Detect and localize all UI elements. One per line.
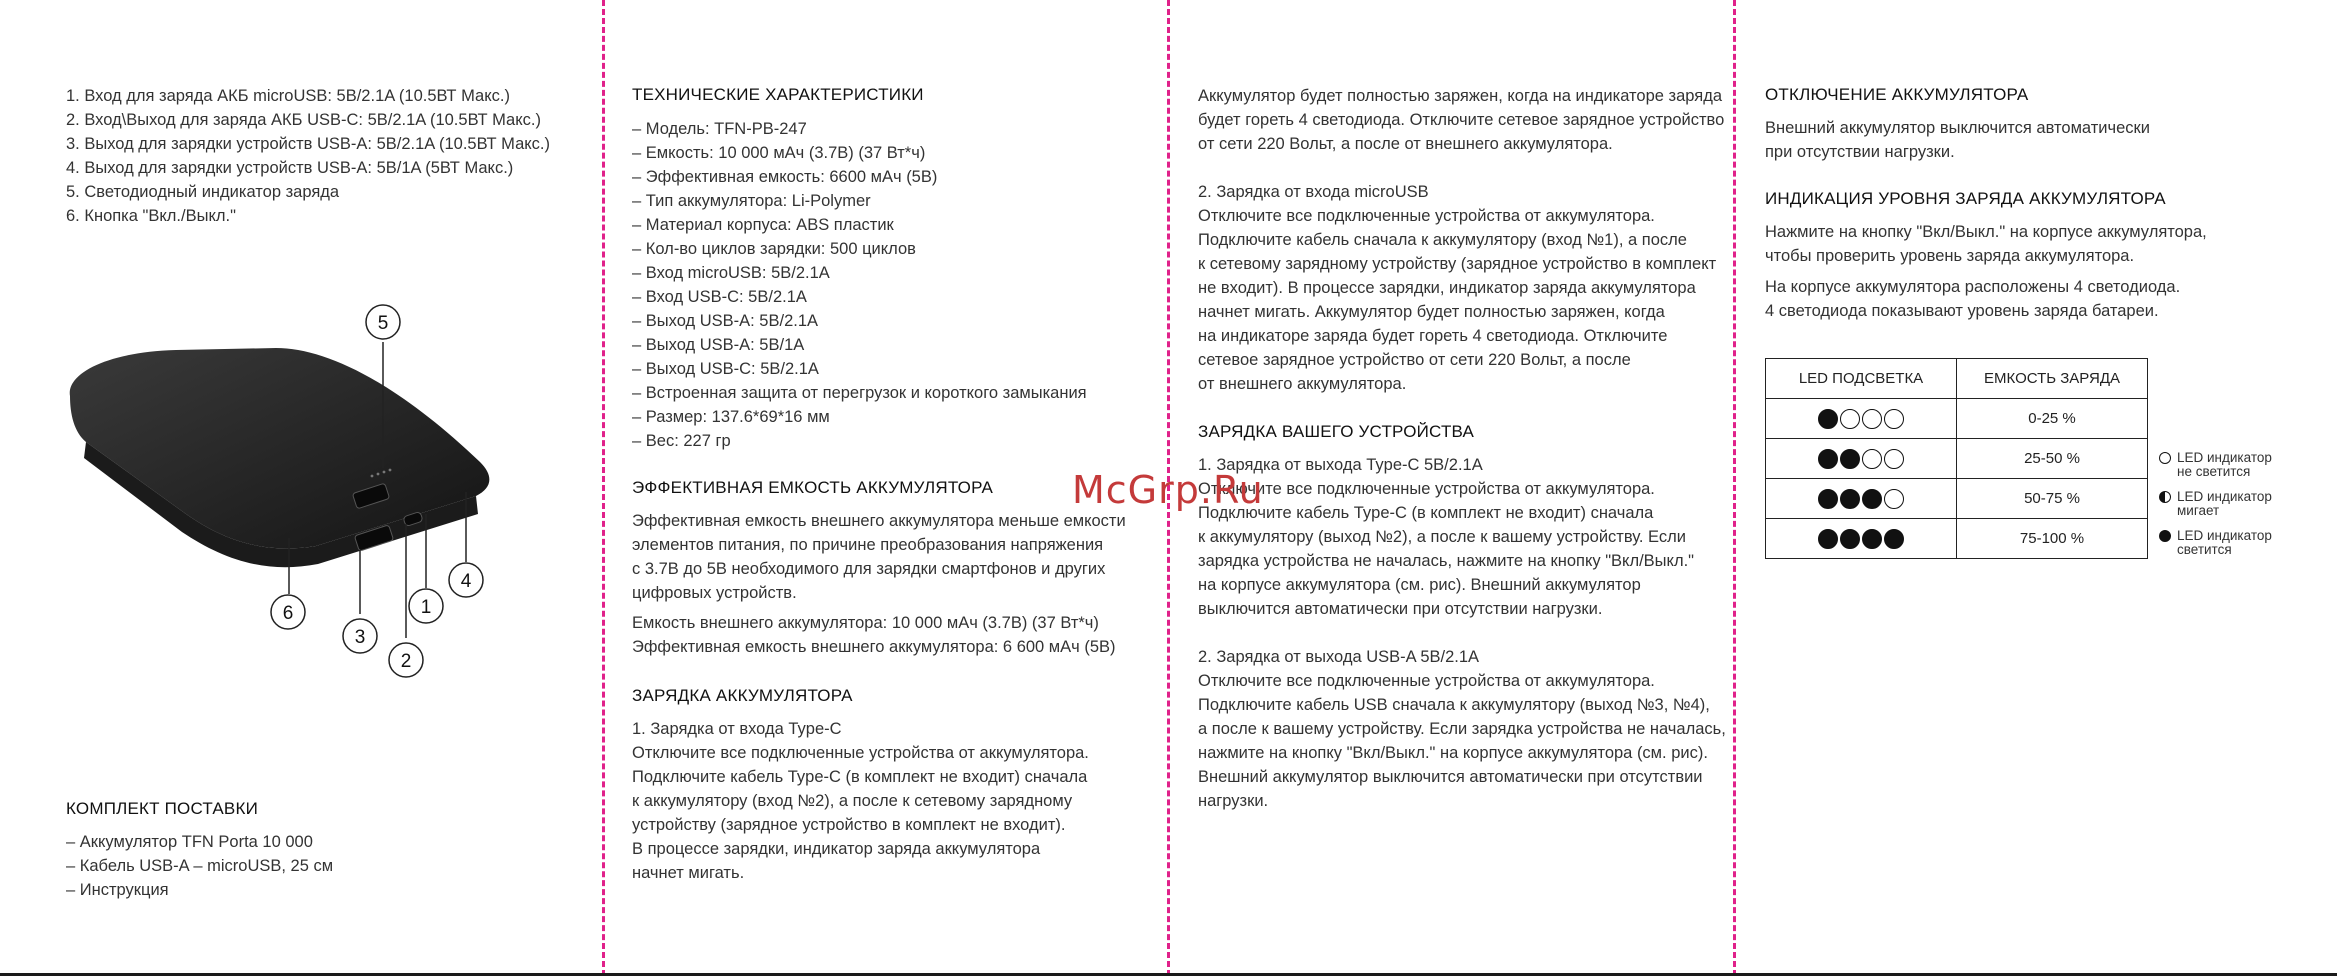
fold-divider-3 xyxy=(1733,0,1736,976)
led-dots-cell xyxy=(1766,439,1957,479)
callout-label: 3 xyxy=(354,627,366,648)
led-capacity-table xyxy=(1765,358,2148,559)
callout-label: 2 xyxy=(400,651,412,672)
callout-3 xyxy=(343,619,377,653)
spec-item: – Материал корпуса: ABS пластик xyxy=(632,216,894,234)
led-off-icon xyxy=(1862,449,1882,469)
table-row xyxy=(1766,399,2148,439)
led-column-header: LED ПОДСВЕТКА xyxy=(1766,359,1957,399)
led-off-icon xyxy=(1884,409,1904,429)
charge-indication-title: ИНДИКАЦИЯ УРОВНЯ ЗАРЯДА АККУМУЛЯТОРА xyxy=(1765,189,2166,208)
spec-title: ТЕХНИЧЕСКИЕ ХАРАКТЕРИСТИКИ xyxy=(632,85,924,104)
spec-item: – Модель: TFN-PB-247 xyxy=(632,120,807,138)
led-on-icon xyxy=(2159,530,2171,542)
capacity-cell: 50-75 % xyxy=(1957,479,2148,519)
led-off-icon xyxy=(1862,409,1882,429)
parts-item: 6. Кнопка "Вкл./Выкл." xyxy=(66,207,236,225)
parts-item: 5. Светодиодный индикатор заряда xyxy=(66,183,340,201)
legend-label: LED индикатор мигает xyxy=(2177,489,2272,518)
full-charge-text: Аккумулятор будет полностью заряжен, когда на индикаторе заряда будет гореть 4 светодиода. Отключите сетевое зарядное устройство от сети 220 Вольт, а после от внешнего аккумулятора. xyxy=(1198,87,1725,153)
parts-list xyxy=(66,84,586,228)
led-on-icon xyxy=(1818,449,1838,469)
spec-item: – Вес: 227 гр xyxy=(632,432,731,450)
led-off-icon xyxy=(1840,409,1860,429)
led-on-icon xyxy=(1840,529,1860,549)
callout-label: 1 xyxy=(420,597,432,618)
callout-5 xyxy=(366,305,400,339)
led-blinking-icon xyxy=(2159,491,2171,503)
led-dots-cell xyxy=(1766,399,1957,439)
callout-label: 4 xyxy=(460,571,472,592)
usba-output-text: 2. Зарядка от выхода USB-A 5В/2.1A Отключите все подключенные устройства от аккумулятора. Подключите кабель USB сначала к аккумулятору (выход №3, №4), а после к вашему устройству. Если зарядка устройства не началась, нажмите на кнопку "Вкл/Выкл." на корпусе аккумулятора (см. рис). Внешний аккумулятор выключится автоматически при отсутствии нагрузки. xyxy=(1198,648,1726,810)
capacity-cell: 75-100 % xyxy=(1957,519,2148,559)
kit-item: – Аккумулятор TFN Porta 10 000 xyxy=(66,833,313,851)
spec-item: – Встроенная защита от перегрузок и короткого замыкания xyxy=(632,384,1087,402)
spec-item: – Кол-во циклов зарядки: 500 циклов xyxy=(632,240,916,258)
callout-4 xyxy=(449,563,483,597)
spec-item: – Вход microUSB: 5В/2.1A xyxy=(632,264,830,282)
typec-output-text: 1. Зарядка от выхода Type-C 5В/2.1A Отключите все подключенные устройства от аккумулятора. Подключите кабель Type-C (в комплект не входит) сначала к аккумулятору (выход №2), а после к вашему устройству. Если зарядка устройства не началась, нажмите на кнопку "Вкл/Выкл." на корпусе аккумулятора (см. рис). Внешний аккумулятор выключится автоматически при отсутствии нагрузки. xyxy=(1198,456,1695,618)
spec-item: – Размер: 137.6*69*16 мм xyxy=(632,408,830,426)
callout-6 xyxy=(271,595,305,629)
callout-label: 5 xyxy=(377,313,389,334)
table-row xyxy=(1766,519,2148,559)
table-header-row xyxy=(1766,359,2148,399)
legend-label: LED индикатор светится xyxy=(2177,528,2272,557)
spec-list xyxy=(632,117,1152,453)
device-charging-title: ЗАРЯДКА ВАШЕГО УСТРОЙСТВА xyxy=(1198,422,1475,441)
led-dots-cell xyxy=(1766,479,1957,519)
led-dots-cell xyxy=(1766,519,1957,559)
led-off-icon xyxy=(2159,452,2171,464)
led-on-icon xyxy=(1818,489,1838,509)
effective-capacity-title: ЭФФЕКТИВНАЯ ЕМКОСТЬ АККУМУЛЯТОРА xyxy=(632,478,994,497)
table-row xyxy=(1766,439,2148,479)
charge-indication-text: Нажмите на кнопку "Вкл/Выкл." на корпусе аккумулятора, чтобы проверить уровень заряда аккумулятора. xyxy=(1765,223,2207,265)
parts-item: 1. Вход для заряда АКБ microUSB: 5В/2.1A (10.5ВТ Макс.) xyxy=(66,87,510,105)
led-off-icon xyxy=(1884,489,1904,509)
led-count-text: На корпусе аккумулятора расположены 4 светодиода. 4 светодиода показывают уровень заряда батареи. xyxy=(1765,278,2181,320)
spec-item: – Емкость: 10 000 мАч (3.7В) (37 Вт*ч) xyxy=(632,144,926,162)
effective-capacity-values: Емкость внешнего аккумулятора: 10 000 мАч (3.7В) (37 Вт*ч) Эффективная емкость внешнего аккумулятора: 6 600 мАч (5В) xyxy=(632,614,1116,656)
kit-title: КОМПЛЕКТ ПОСТАВКИ xyxy=(66,799,258,818)
parts-item: 4. Выход для зарядки устройств USB-A: 5В/1A (5ВТ Макс.) xyxy=(66,159,514,177)
capacity-cell: 25-50 % xyxy=(1957,439,2148,479)
fold-divider-1 xyxy=(602,0,605,976)
kit-item: – Кабель USB-A – microUSB, 25 см xyxy=(66,857,334,875)
capacity-column-header: ЕМКОСТЬ ЗАРЯДА xyxy=(1957,359,2148,399)
led-on-icon xyxy=(1840,449,1860,469)
callout-1 xyxy=(409,589,443,623)
led-off-icon xyxy=(1884,449,1904,469)
spec-item: – Эффективная емкость: 6600 мАч (5В) xyxy=(632,168,938,186)
led-on-icon xyxy=(1862,529,1882,549)
led-on-icon xyxy=(1840,489,1860,509)
kit-list xyxy=(66,830,466,902)
led-on-icon xyxy=(1884,529,1904,549)
watermark: McGrp.Ru xyxy=(1072,468,1264,512)
led-on-icon xyxy=(1818,529,1838,549)
parts-item: 2. Вход\Выход для заряда АКБ USB-C: 5В/2.1A (10.5ВТ Макс.) xyxy=(66,111,541,129)
shutdown-title: ОТКЛЮЧЕНИЕ АККУМУЛЯТОРА xyxy=(1765,85,2029,104)
led-on-icon xyxy=(1862,489,1882,509)
battery-charging-text: 1. Зарядка от входа Type-C Отключите все подключенные устройства от аккумулятора. Подключите кабель Type-C (в комплект не входит) сначала к аккумулятору (вход №2), а после к сетевому зарядному устройству (зарядное устройство в комплект не входит). В процессе зарядки, индикатор заряда аккумулятора начнет мигать. xyxy=(632,720,1089,882)
callout-2 xyxy=(389,643,423,677)
spec-item: – Выход USB-A: 5В/1A xyxy=(632,336,805,354)
callout-label: 6 xyxy=(282,603,294,624)
power-bank-illustration xyxy=(66,292,586,692)
spec-item: – Выход USB-C: 5В/2.1A xyxy=(632,360,819,378)
led-on-icon xyxy=(1818,409,1838,429)
microusb-charging-text: 2. Зарядка от входа microUSB Отключите все подключенные устройства от аккумулятора. Подключите кабель сначала к аккумулятору (вход №1), а после к сетевому зарядному устройству (зарядное устройство в комплект не входит). В процессе зарядки, индикатор заряда аккумулятора начнет мигать. Аккумулятор будет полностью заряжен, когда на индикаторе заряда будет гореть 4 светодиода. Отключите сетевое зарядное устройство от сети 220 Вольт, а после от внешнего аккумулятора. xyxy=(1198,183,1717,393)
effective-capacity-text: Эффективная емкость внешнего аккумулятора меньше емкости элементов питания, по причине преобразования напряжения с 3.7В до 5В необходимого для зарядки смартфонов и других цифровых устройств. xyxy=(632,512,1126,602)
table-row xyxy=(1766,479,2148,519)
shutdown-text: Внешний аккумулятор выключится автоматически при отсутствии нагрузки. xyxy=(1765,119,2150,161)
capacity-cell: 0-25 % xyxy=(1957,399,2148,439)
kit-item: – Инструкция xyxy=(66,881,169,899)
parts-item: 3. Выход для зарядки устройств USB-A: 5В/2.1A (10.5ВТ Макс.) xyxy=(66,135,550,153)
spec-item: – Вход USB-C: 5В/2.1A xyxy=(632,288,807,306)
legend-label: LED индикатор не светится xyxy=(2177,450,2272,479)
spec-item: – Выход USB-A: 5В/2.1A xyxy=(632,312,819,330)
spec-item: – Тип аккумулятора: Li-Polymer xyxy=(632,192,871,210)
battery-charging-title: ЗАРЯДКА АККУМУЛЯТОРА xyxy=(632,686,853,705)
